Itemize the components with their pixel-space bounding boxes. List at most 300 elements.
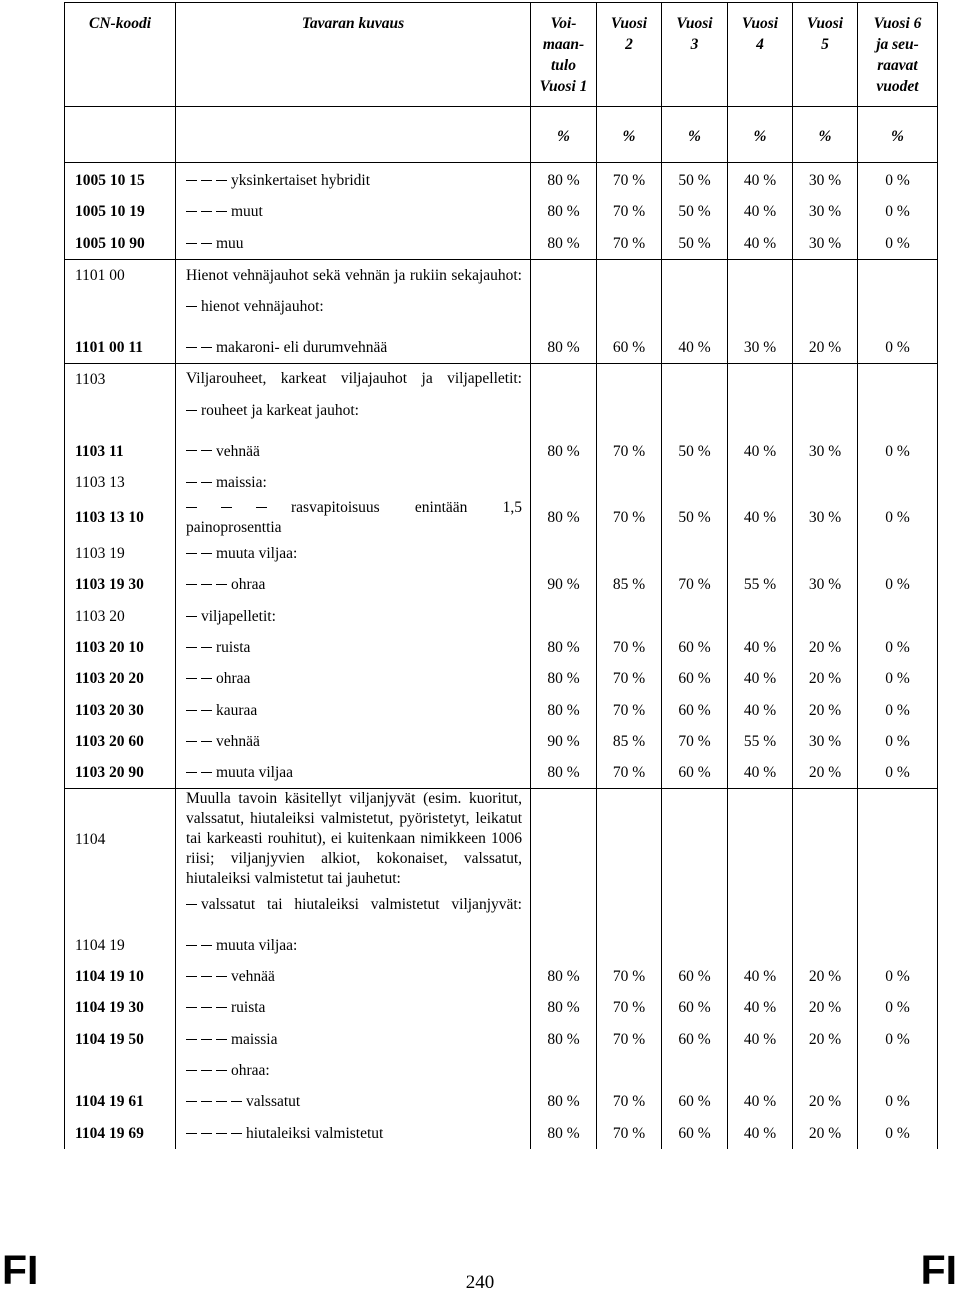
cn-code-cell: 1104 19 69 (65, 1117, 176, 1148)
indent-dash (201, 180, 212, 181)
rate-cell-year-4 (728, 467, 793, 498)
description-text: vehnää (216, 442, 260, 460)
rate-cell-year-5: 20 % (793, 1024, 858, 1055)
indent-dash (201, 647, 212, 648)
rate-cell-year-2: 85 % (597, 726, 662, 757)
rate-cell-year-5: 30 % (793, 569, 858, 600)
rate-cell-year-3: 60 % (662, 632, 728, 663)
rate-cell-year-1 (531, 789, 597, 890)
description-text: Viljarouheet, karkeat viljajauhot ja viljapelletit: (186, 370, 522, 388)
rate-cell-year-3: 40 % (662, 331, 728, 363)
description-text: yksinkertaiset hybridit (231, 172, 371, 190)
rate-cell-year-3: 60 % (662, 694, 728, 725)
rate-cell-year-1 (531, 467, 597, 498)
rate-cell-year-3 (662, 889, 728, 920)
rate-cell-year-5: 30 % (793, 726, 858, 757)
rate-cell-year-6: 0 % (858, 228, 938, 260)
rate-cell-year-1 (531, 291, 597, 322)
table-row (65, 259, 938, 291)
rate-cell-year-5 (793, 467, 858, 498)
cn-code-cell (65, 395, 176, 426)
table-body (65, 107, 938, 1149)
rate-cell-year-2: 70 % (597, 992, 662, 1023)
rate-cell-year-2: 70 % (597, 196, 662, 227)
description-text: hienot vehnäjauhot: (201, 298, 324, 316)
description-text: Hienot vehnäjauhot sekä vehnän ja rukiin sekajauhot: (186, 266, 522, 284)
table-row (65, 1055, 938, 1086)
rate-cell-year-2: 70 % (597, 663, 662, 694)
table-row (65, 1024, 938, 1055)
rate-cell-year-4: 40 % (728, 632, 793, 663)
rate-cell-year-3 (662, 601, 728, 632)
rate-cell-year-1 (531, 601, 597, 632)
rate-cell-year-6: 0 % (858, 163, 938, 197)
description-text: makaroni- eli durumvehnää (216, 338, 388, 356)
description-text: muuta viljaa: (216, 545, 298, 563)
cn-code-cell (65, 1055, 176, 1086)
cn-code-cell: 1104 19 (65, 930, 176, 961)
rate-cell-year-4: 40 % (728, 196, 793, 227)
rate-cell-year-1: 80 % (531, 331, 597, 363)
rate-cell-year-1: 80 % (531, 961, 597, 992)
rate-cell-year-6: 0 % (858, 961, 938, 992)
description-cell (176, 632, 531, 663)
table-row (65, 291, 938, 322)
indent-dash (186, 904, 197, 905)
table-row (65, 196, 938, 227)
rate-cell-year-5: 30 % (793, 435, 858, 466)
table-row (65, 632, 938, 663)
spacer-row (65, 921, 938, 930)
rate-cell-year-5: 20 % (793, 663, 858, 694)
rate-cell-year-2 (597, 259, 662, 291)
rate-cell-year-1 (531, 1055, 597, 1086)
table-row (65, 601, 938, 632)
rate-cell-year-3: 70 % (662, 726, 728, 757)
rate-cell-year-2 (597, 363, 662, 395)
rate-cell-year-6 (858, 467, 938, 498)
table-row (65, 467, 938, 498)
rate-cell-year-6: 0 % (858, 1117, 938, 1148)
rate-cell-year-1 (531, 889, 597, 920)
description-text: Muulla tavoin käsitellyt viljanjyvät (esim. kuoritut, valssatut, hiutaleiksi valmistetut, pyöristetyt, leikatut tai karkeasti rouhitut), ei kuitenkaan nimikkeen 1006 riisi; viljanjyvien alkiot, kokonaiset, valssatut, hiutaleiksi valmistetut tai jauhetut: (186, 790, 522, 888)
cn-code-cell: 1103 19 30 (65, 569, 176, 600)
rate-cell-year-4: 40 % (728, 1024, 793, 1055)
rate-cell-year-1: 80 % (531, 1117, 597, 1148)
description-cell (176, 163, 531, 197)
rate-cell-year-3 (662, 930, 728, 961)
rate-cell-year-5: 20 % (793, 331, 858, 363)
description-text: ruista (231, 999, 266, 1017)
indent-dash (186, 945, 197, 946)
description-text: maissia (231, 1030, 278, 1048)
description-text: muu (216, 234, 244, 252)
rate-cell-year-1: 80 % (531, 435, 597, 466)
rate-cell-year-4: 40 % (728, 992, 793, 1023)
rate-cell-year-6 (858, 601, 938, 632)
rate-cell-year-1: 80 % (531, 498, 597, 538)
description-cell (176, 467, 531, 498)
rate-cell-year-6: 0 % (858, 632, 938, 663)
rate-cell-year-2 (597, 538, 662, 569)
rate-cell-year-3 (662, 363, 728, 395)
rate-cell-year-4: 40 % (728, 435, 793, 466)
indent-dash (186, 1133, 197, 1134)
description-cell (176, 435, 531, 466)
rate-cell-year-6: 0 % (858, 196, 938, 227)
rate-cell-year-6 (858, 789, 938, 890)
description-text: muuta viljaa: (216, 936, 298, 954)
indent-dash (201, 482, 212, 483)
rate-cell-year-6: 0 % (858, 435, 938, 466)
rate-cell-year-6: 0 % (858, 331, 938, 363)
rate-cell-year-6: 0 % (858, 757, 938, 789)
rate-cell-year-3: 60 % (662, 961, 728, 992)
description-cell (176, 1055, 531, 1086)
rate-cell-year-3: 50 % (662, 196, 728, 227)
indent-dash (201, 347, 212, 348)
rate-cell-year-4: 40 % (728, 663, 793, 694)
rate-cell-year-3: 60 % (662, 663, 728, 694)
description-text: kauraa (216, 701, 258, 719)
indent-dash (186, 553, 197, 554)
indent-dash (186, 450, 197, 451)
description-cell (176, 1117, 531, 1148)
rate-cell-year-4: 55 % (728, 726, 793, 757)
rate-cell-year-2: 70 % (597, 435, 662, 466)
indent-dash (186, 180, 197, 181)
table-row (65, 757, 938, 789)
rate-cell-year-2: 70 % (597, 228, 662, 260)
cn-code-cell: 1103 19 (65, 538, 176, 569)
table-row (65, 569, 938, 600)
indent-dash (231, 1133, 242, 1134)
table-row (65, 694, 938, 725)
rate-cell-year-5 (793, 363, 858, 395)
rate-cell-year-4: 30 % (728, 331, 793, 363)
rate-cell-year-1: 80 % (531, 992, 597, 1023)
rate-cell-year-2: 60 % (597, 331, 662, 363)
rate-cell-year-4: 40 % (728, 498, 793, 538)
indent-dash (186, 710, 197, 711)
indent-dash (186, 347, 197, 348)
rate-cell-year-3: 60 % (662, 1086, 728, 1117)
indent-dash (216, 180, 227, 181)
indent-dash (186, 741, 197, 742)
description-text: ohraa (216, 670, 251, 688)
rate-cell-year-5 (793, 1055, 858, 1086)
indent-dash (216, 1101, 227, 1102)
description-cell (176, 1086, 531, 1117)
indent-dash (201, 976, 212, 977)
cn-code-cell: 1103 20 90 (65, 757, 176, 789)
cn-code-cell: 1103 20 (65, 601, 176, 632)
rate-cell-year-3: 60 % (662, 1117, 728, 1148)
rate-cell-year-4: 40 % (728, 694, 793, 725)
pct-unit: % (728, 107, 793, 163)
description-text: muut (231, 203, 263, 221)
rate-cell-year-6 (858, 538, 938, 569)
indent-dash (186, 410, 197, 411)
description-cell (176, 789, 531, 890)
indent-dash (201, 584, 212, 585)
description-text: hiutaleiksi valmistetut (246, 1124, 384, 1142)
cn-code-cell: 1103 20 60 (65, 726, 176, 757)
rate-cell-year-4: 55 % (728, 569, 793, 600)
rate-cell-year-3 (662, 538, 728, 569)
rate-cell-year-3: 50 % (662, 163, 728, 197)
indent-dash (201, 211, 212, 212)
table-row (65, 538, 938, 569)
description-text: valssatut (246, 1093, 301, 1111)
cn-code-cell: 1103 13 10 (65, 498, 176, 538)
rate-cell-year-4: 40 % (728, 163, 793, 197)
table-row (65, 726, 938, 757)
rate-cell-year-1 (531, 363, 597, 395)
indent-dash (216, 1070, 227, 1071)
rate-cell-year-4 (728, 538, 793, 569)
indent-dash (186, 647, 197, 648)
description-cell (176, 930, 531, 961)
indent-dash (216, 1007, 227, 1008)
indent-dash (201, 945, 212, 946)
header-year-5: Vuosi 5 (793, 3, 858, 107)
rate-cell-year-1: 80 % (531, 196, 597, 227)
description-cell (176, 726, 531, 757)
rate-cell-year-4 (728, 601, 793, 632)
description-cell (176, 498, 531, 538)
indent-dash (201, 553, 212, 554)
rate-cell-year-3 (662, 789, 728, 890)
rate-cell-year-2: 70 % (597, 694, 662, 725)
cn-code-cell: 1104 (65, 789, 176, 890)
description-text: ruista (216, 639, 251, 656)
rate-cell-year-5: 30 % (793, 196, 858, 227)
description-cell (176, 538, 531, 569)
cn-code-cell: 1104 19 30 (65, 992, 176, 1023)
rate-cell-year-2 (597, 601, 662, 632)
percent-units-row (65, 107, 938, 163)
indent-dash (201, 243, 212, 244)
indent-dash (201, 450, 212, 451)
indent-dash (201, 1007, 212, 1008)
rate-cell-year-2: 70 % (597, 1086, 662, 1117)
indent-dash (186, 1007, 197, 1008)
cn-code-cell: 1103 20 10 (65, 632, 176, 663)
rate-cell-year-2: 70 % (597, 961, 662, 992)
table-row (65, 395, 938, 426)
indent-dash (186, 211, 197, 212)
rate-cell-year-6: 0 % (858, 1086, 938, 1117)
indent-dash (186, 1070, 197, 1071)
cn-code-cell: 1103 20 20 (65, 663, 176, 694)
rate-cell-year-4: 40 % (728, 757, 793, 789)
rate-cell-year-5: 20 % (793, 1117, 858, 1148)
rate-cell-year-5 (793, 291, 858, 322)
rate-cell-year-1 (531, 538, 597, 569)
page-number: 240 (465, 1272, 495, 1293)
cn-code-cell: 1104 19 10 (65, 961, 176, 992)
rate-cell-year-1: 80 % (531, 1086, 597, 1117)
rate-cell-year-6 (858, 395, 938, 426)
rate-cell-year-5: 30 % (793, 498, 858, 538)
indent-dash (186, 616, 197, 617)
header-description: Tavaran kuvaus (176, 3, 531, 107)
rate-cell-year-6 (858, 1055, 938, 1086)
indent-dash (216, 1133, 227, 1134)
indent-dash (221, 507, 232, 508)
rate-cell-year-4: 40 % (728, 961, 793, 992)
table-row (65, 1086, 938, 1117)
table-row (65, 363, 938, 395)
rate-cell-year-3: 50 % (662, 228, 728, 260)
cn-code-cell (65, 291, 176, 322)
description-text: valssatut tai hiutaleiksi valmistetut viljanjyvät: (201, 895, 522, 913)
rate-cell-year-1: 80 % (531, 163, 597, 197)
description-text: muuta viljaa (216, 764, 294, 782)
rate-cell-year-6: 0 % (858, 726, 938, 757)
rate-cell-year-6 (858, 291, 938, 322)
header-year-1: Voi- maan- tulo Vuosi 1 (531, 3, 597, 107)
rate-cell-year-5: 30 % (793, 163, 858, 197)
table-row (65, 930, 938, 961)
header-cn-code: CN-koodi (65, 3, 176, 107)
description-text: ohraa: (231, 1061, 270, 1079)
rate-cell-year-1 (531, 930, 597, 961)
table-row (65, 163, 938, 197)
rate-cell-year-1: 80 % (531, 663, 597, 694)
rate-cell-year-1: 80 % (531, 757, 597, 789)
rate-cell-year-2 (597, 291, 662, 322)
spacer-row (65, 322, 938, 331)
rate-cell-year-2: 85 % (597, 569, 662, 600)
cn-code-cell: 1005 10 19 (65, 196, 176, 227)
indent-dash (256, 507, 267, 508)
indent-dash (216, 1039, 227, 1040)
indent-dash (186, 1101, 197, 1102)
rate-cell-year-2: 70 % (597, 1117, 662, 1148)
description-text: ohraa (231, 576, 266, 594)
table-row (65, 663, 938, 694)
description-cell (176, 196, 531, 227)
rate-cell-year-4 (728, 930, 793, 961)
description-cell (176, 259, 531, 291)
rate-cell-year-6 (858, 930, 938, 961)
rate-cell-year-2 (597, 395, 662, 426)
rate-cell-year-6: 0 % (858, 694, 938, 725)
indent-dash (231, 1101, 242, 1102)
rate-cell-year-5: 20 % (793, 757, 858, 789)
rate-cell-year-5 (793, 889, 858, 920)
indent-dash (201, 710, 212, 711)
description-text: vehnää (216, 732, 260, 750)
indent-dash (201, 1039, 212, 1040)
table-row (65, 889, 938, 920)
pct-unit: % (531, 107, 597, 163)
rate-cell-year-6: 0 % (858, 992, 938, 1023)
rate-cell-year-3 (662, 291, 728, 322)
header-year-6: Vuosi 6 ja seu- raavat vuodet (858, 3, 938, 107)
rate-cell-year-5: 30 % (793, 228, 858, 260)
indent-dash (201, 1070, 212, 1071)
pct-unit: % (793, 107, 858, 163)
description-text: viljapelletit: (201, 607, 276, 625)
indent-dash (186, 507, 197, 508)
rate-cell-year-3 (662, 395, 728, 426)
rate-cell-year-2 (597, 467, 662, 498)
rate-cell-year-2: 70 % (597, 632, 662, 663)
rate-cell-year-5 (793, 538, 858, 569)
table-row (65, 789, 938, 890)
cn-code-cell (65, 889, 176, 920)
description-cell (176, 395, 531, 426)
rate-cell-year-5: 20 % (793, 1086, 858, 1117)
cn-code-cell: 1103 11 (65, 435, 176, 466)
rate-cell-year-2 (597, 789, 662, 890)
rate-cell-year-4: 40 % (728, 1117, 793, 1148)
tariff-table (64, 2, 938, 1149)
rate-cell-year-6 (858, 363, 938, 395)
rate-cell-year-2 (597, 889, 662, 920)
rate-cell-year-2: 70 % (597, 163, 662, 197)
pct-unit: % (662, 107, 728, 163)
rate-cell-year-6 (858, 889, 938, 920)
indent-dash (216, 584, 227, 585)
rate-cell-year-3: 70 % (662, 569, 728, 600)
rate-cell-year-1: 80 % (531, 694, 597, 725)
indent-dash (216, 211, 227, 212)
cn-code-cell: 1104 19 61 (65, 1086, 176, 1117)
rate-cell-year-5 (793, 259, 858, 291)
rate-cell-year-3 (662, 259, 728, 291)
rate-cell-year-1: 90 % (531, 569, 597, 600)
table-row (65, 1117, 938, 1148)
description-text: rouheet ja karkeat jauhot: (201, 402, 359, 420)
rate-cell-year-5 (793, 395, 858, 426)
rate-cell-year-4 (728, 259, 793, 291)
footer-language-left: FI (2, 1247, 39, 1293)
rate-cell-year-6: 0 % (858, 663, 938, 694)
rate-cell-year-2 (597, 1055, 662, 1086)
table-row (65, 961, 938, 992)
indent-dash (201, 772, 212, 773)
rate-cell-year-6: 0 % (858, 498, 938, 538)
rate-cell-year-3: 50 % (662, 498, 728, 538)
table-header (65, 3, 938, 107)
rate-cell-year-2: 70 % (597, 757, 662, 789)
description-cell (176, 757, 531, 789)
rate-cell-year-5: 20 % (793, 694, 858, 725)
header-year-2: Vuosi 2 (597, 3, 662, 107)
footer-language-right: FI (920, 1247, 957, 1293)
rate-cell-year-1 (531, 259, 597, 291)
header-year-3: Vuosi 3 (662, 3, 728, 107)
rate-cell-year-4 (728, 363, 793, 395)
indent-dash (201, 1101, 212, 1102)
rate-cell-year-3: 50 % (662, 435, 728, 466)
description-cell (176, 694, 531, 725)
cn-code-cell: 1101 00 (65, 259, 176, 291)
pct-unit: % (858, 107, 938, 163)
description-cell (176, 992, 531, 1023)
description-text: vehnää (231, 968, 275, 986)
description-cell (176, 363, 531, 395)
rate-cell-year-5: 20 % (793, 961, 858, 992)
rate-cell-year-6: 0 % (858, 569, 938, 600)
header-year-4: Vuosi 4 (728, 3, 793, 107)
table-row (65, 498, 938, 538)
cn-code-cell: 1103 (65, 363, 176, 395)
